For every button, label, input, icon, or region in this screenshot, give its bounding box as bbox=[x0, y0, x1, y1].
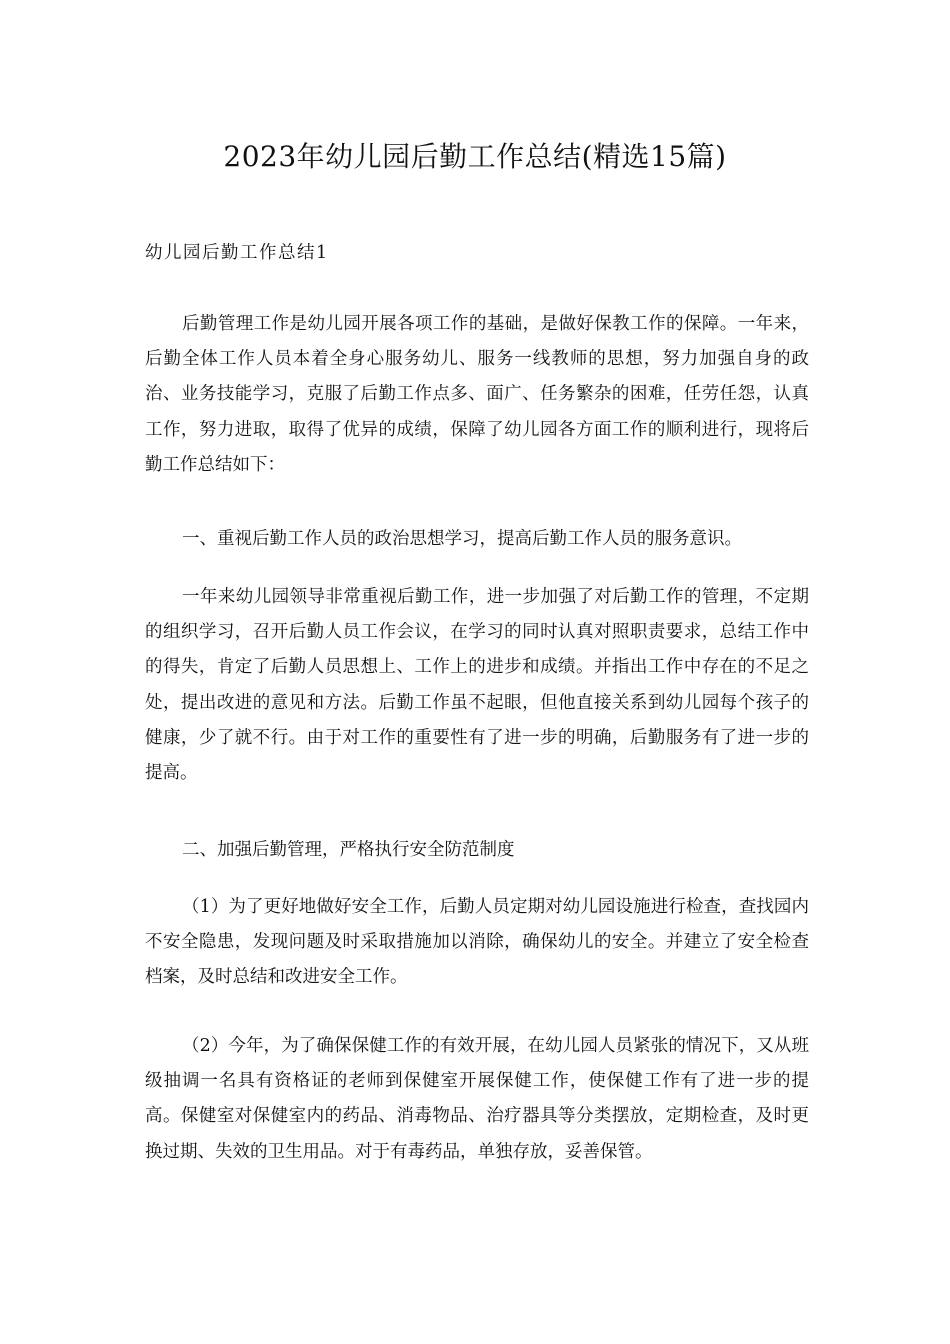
section-heading: 幼儿园后勤工作总结1 bbox=[145, 243, 329, 263]
paragraph-intro: 后勤管理工作是幼儿园开展各项工作的基础，是做好保教工作的保障。一年来，后勤全体工作人员本着全身心服务幼儿、服务一线教师的思想，努力加强自身的政治、业务技能学习，克服了后勤工作点多、面广、任务繁杂的困难，任劳任怨，认真工作，努力进取，取得了优异的成绩，保障了幼儿园各方面工作的顺利进行，现将后勤工作总结如下： bbox=[145, 314, 809, 475]
document-title: 2023年幼儿园后勤工作总结(精选15篇) bbox=[223, 140, 727, 173]
paragraph-safety-item-1: （1）为了更好地做好安全工作，后勤人员定期对幼儿园设施进行检查，查找园内不安全隐患，发现问题及时采取措施加以消除，确保幼儿的安全。并建立了安全检查档案，及时总结和改进安全工作。 bbox=[145, 897, 809, 988]
paragraph-study: 一年来幼儿园领导非常重视后勤工作，进一步加强了对后勤工作的管理，不定期的组织学习，召开后勤人员工作会议，在学习的同时认真对照职责要求，总结工作中的得失，肯定了后勤人员思想上、工作上的进步和成绩。并指出工作中存在的不足之处，提出改进的意见和方法。后勤工作虽不起眼，但他直接关系到幼儿园每个孩子的健康，少了就不行。由于对工作的重要性有了进一步的明确，后勤服务有了进一步的提高。 bbox=[145, 587, 809, 784]
paragraph-health-item-2: （2）今年，为了确保保健工作的有效开展，在幼儿园人员紧张的情况下，又从班级抽调一名具有资格证的老师到保健室开展保健工作，使保健工作有了进一步的提高。保健室对保健室内的药品、消毒物品、治疗器具等分类摆放，定期检查，及时更换过期、失效的卫生用品。对于有毒药品，单独存放，妥善保管。 bbox=[145, 1036, 809, 1162]
paragraph-subheading-one: 一、重视后勤工作人员的政治思想学习，提高后勤工作人员的服务意识。 bbox=[182, 529, 742, 549]
paragraph-subheading-two: 二、加强后勤管理，严格执行安全防范制度 bbox=[182, 840, 515, 860]
